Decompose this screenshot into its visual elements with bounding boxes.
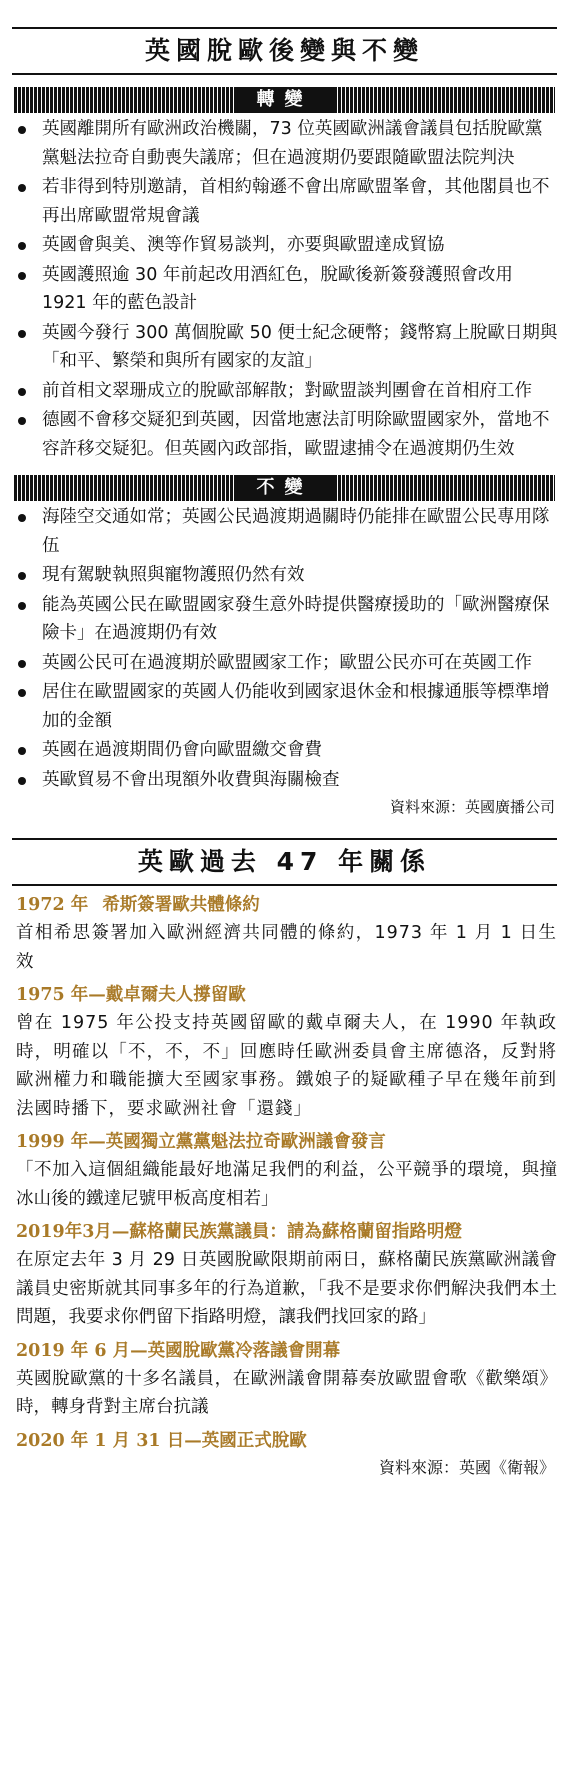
list-item: 英國在過渡期間仍會向歐盟繳交會費 [12,736,559,765]
bullet-icon [18,330,26,338]
band-unchanged [14,475,555,501]
timeline-headline: 2019年3月—蘇格蘭民族黨議員：請為蘇格蘭留指路明燈 [16,1222,462,1242]
section-title-changes: 英國脫歐後變與不變 [12,27,557,75]
list-item: 居住在歐盟國家的英國人仍能收到國家退休金和根據通脹等標準增加的金額 [12,678,559,735]
bullet-icon [18,126,26,134]
timeline-headline: 2019 年 6 月—英國脫歐黨冷落議會開幕 [16,1340,341,1361]
section-title-history: 英歐過去 47 年關係 [12,838,557,886]
bullet-icon [18,184,26,192]
bullet-icon [18,514,26,522]
band-changes [14,87,555,113]
timeline-body: 英國脫歐黨的十多名議員，在歐洲議會開幕奏放歐盟會歌《歡樂頌》時，轉身背對主席台抗議 [16,1368,557,1417]
list-item: 海陸空交通如常；英國公民過渡期過關時仍能排在歐盟公民專用隊伍 [12,503,559,560]
bullet-icon [18,777,26,785]
list-item: 英國護照逾 30 年前起改用酒紅色，脫歐後新簽發護照會改用 1921 年的藍色設計 [12,261,559,318]
source-credit-bbc: 資料來源：英國廣播公司 [389,798,555,816]
timeline-entry [16,1337,557,1422]
list-item: 英歐貿易不會出現額外收費與海關檢查 [12,766,559,795]
bullet-icon [18,602,26,610]
timeline-headline: 1972 年 希斯簽署歐共體條約 [16,895,260,915]
unchanged-list [0,503,569,794]
timeline-entry [16,891,557,976]
changes-list [0,115,569,463]
band-changes-label: 轉變 [235,87,335,113]
timeline [0,891,569,1455]
list-item: 英國今發行 300 萬個脫歐 50 便士紀念硬幣；錢幣寫上脫歐日期與「和平、繁榮和與所有國家的友誼」 [12,319,559,376]
list-item: 英國會與美、澳等作貿易談判，亦要與歐盟達成貿協 [12,231,559,260]
bullet-icon [18,388,26,396]
article-page [0,27,569,1784]
timeline-body: 首相希思簽署加入歐洲經濟共同體的條約，1973 年 1 月 1 日生效 [16,923,557,972]
bullet-icon [18,747,26,755]
list-item: 現有駕駛執照與寵物護照仍然有效 [12,561,559,590]
bullet-icon [18,660,26,668]
timeline-body: 在原定去年 3 月 29 日英國脫歐限期前兩日，蘇格蘭民族黨歐洲議會議員史密斯就其同事多年的行為道歉，「我不是要求你們解決我們本土問題，我要求你們留下指路明燈，讓我們找回家的路」 [16,1250,557,1327]
timeline-body: 曾在 1975 年公投支持英國留歐的戴卓爾夫人，在 1990 年執政時，明確以「不，不，不」回應時任歐洲委員會主席德洛，反對將歐洲權力和職能擴大至國家事務。鐵娘子的疑歐種子早在幾年前到法國時播下，要求歐洲社會「還錢」 [16,1013,557,1119]
bullet-icon [18,689,26,697]
timeline-entry [16,1128,557,1213]
timeline-headline: 2020 年 1 月 31 日—英國正式脫歐 [16,1430,307,1451]
timeline-headline: 1999 年—英國獨立黨黨魁法拉奇歐洲議會發言 [16,1132,386,1152]
timeline-entry [16,1427,557,1455]
bullet-icon [18,417,26,425]
bullet-icon [18,572,26,580]
bullet-icon [18,242,26,250]
list-item: 能為英國公民在歐盟國家發生意外時提供醫療援助的「歐洲醫療保險卡」在過渡期仍有效 [12,591,559,648]
list-item: 前首相文翠珊成立的脫歐部解散；對歐盟談判團會在首相府工作 [12,377,559,406]
timeline-entry [16,1218,557,1332]
timeline-entry [16,981,557,1123]
list-item: 英國公民可在過渡期於歐盟國家工作；歐盟公民亦可在英國工作 [12,649,559,678]
timeline-body: 「不加入這個組織能最好地滿足我們的利益，公平競爭的環境，與撞冰山後的鐵達尼號甲板高度相若」 [16,1160,557,1209]
list-item: 若非得到特別邀請，首相約翰遜不會出席歐盟峯會，其他閣員也不再出席歐盟常規會議 [12,173,559,230]
timeline-headline: 1975 年—戴卓爾夫人撐留歐 [16,985,246,1005]
list-item: 德國不會移交疑犯到英國，因當地憲法訂明除歐盟國家外，當地不容許移交疑犯。但英國內政部指，歐盟逮捕令在過渡期仍生效 [12,406,559,463]
bullet-icon [18,272,26,280]
list-item: 英國離開所有歐洲政治機關，73 位英國歐洲議會議員包括脫歐黨黨魁法拉奇自動喪失議席；但在過渡期仍要跟隨歐盟法院判決 [12,115,559,172]
band-unchanged-label: 不變 [235,475,335,501]
source-credit-guardian: 資料來源：英國《衛報》 [378,1457,555,1477]
